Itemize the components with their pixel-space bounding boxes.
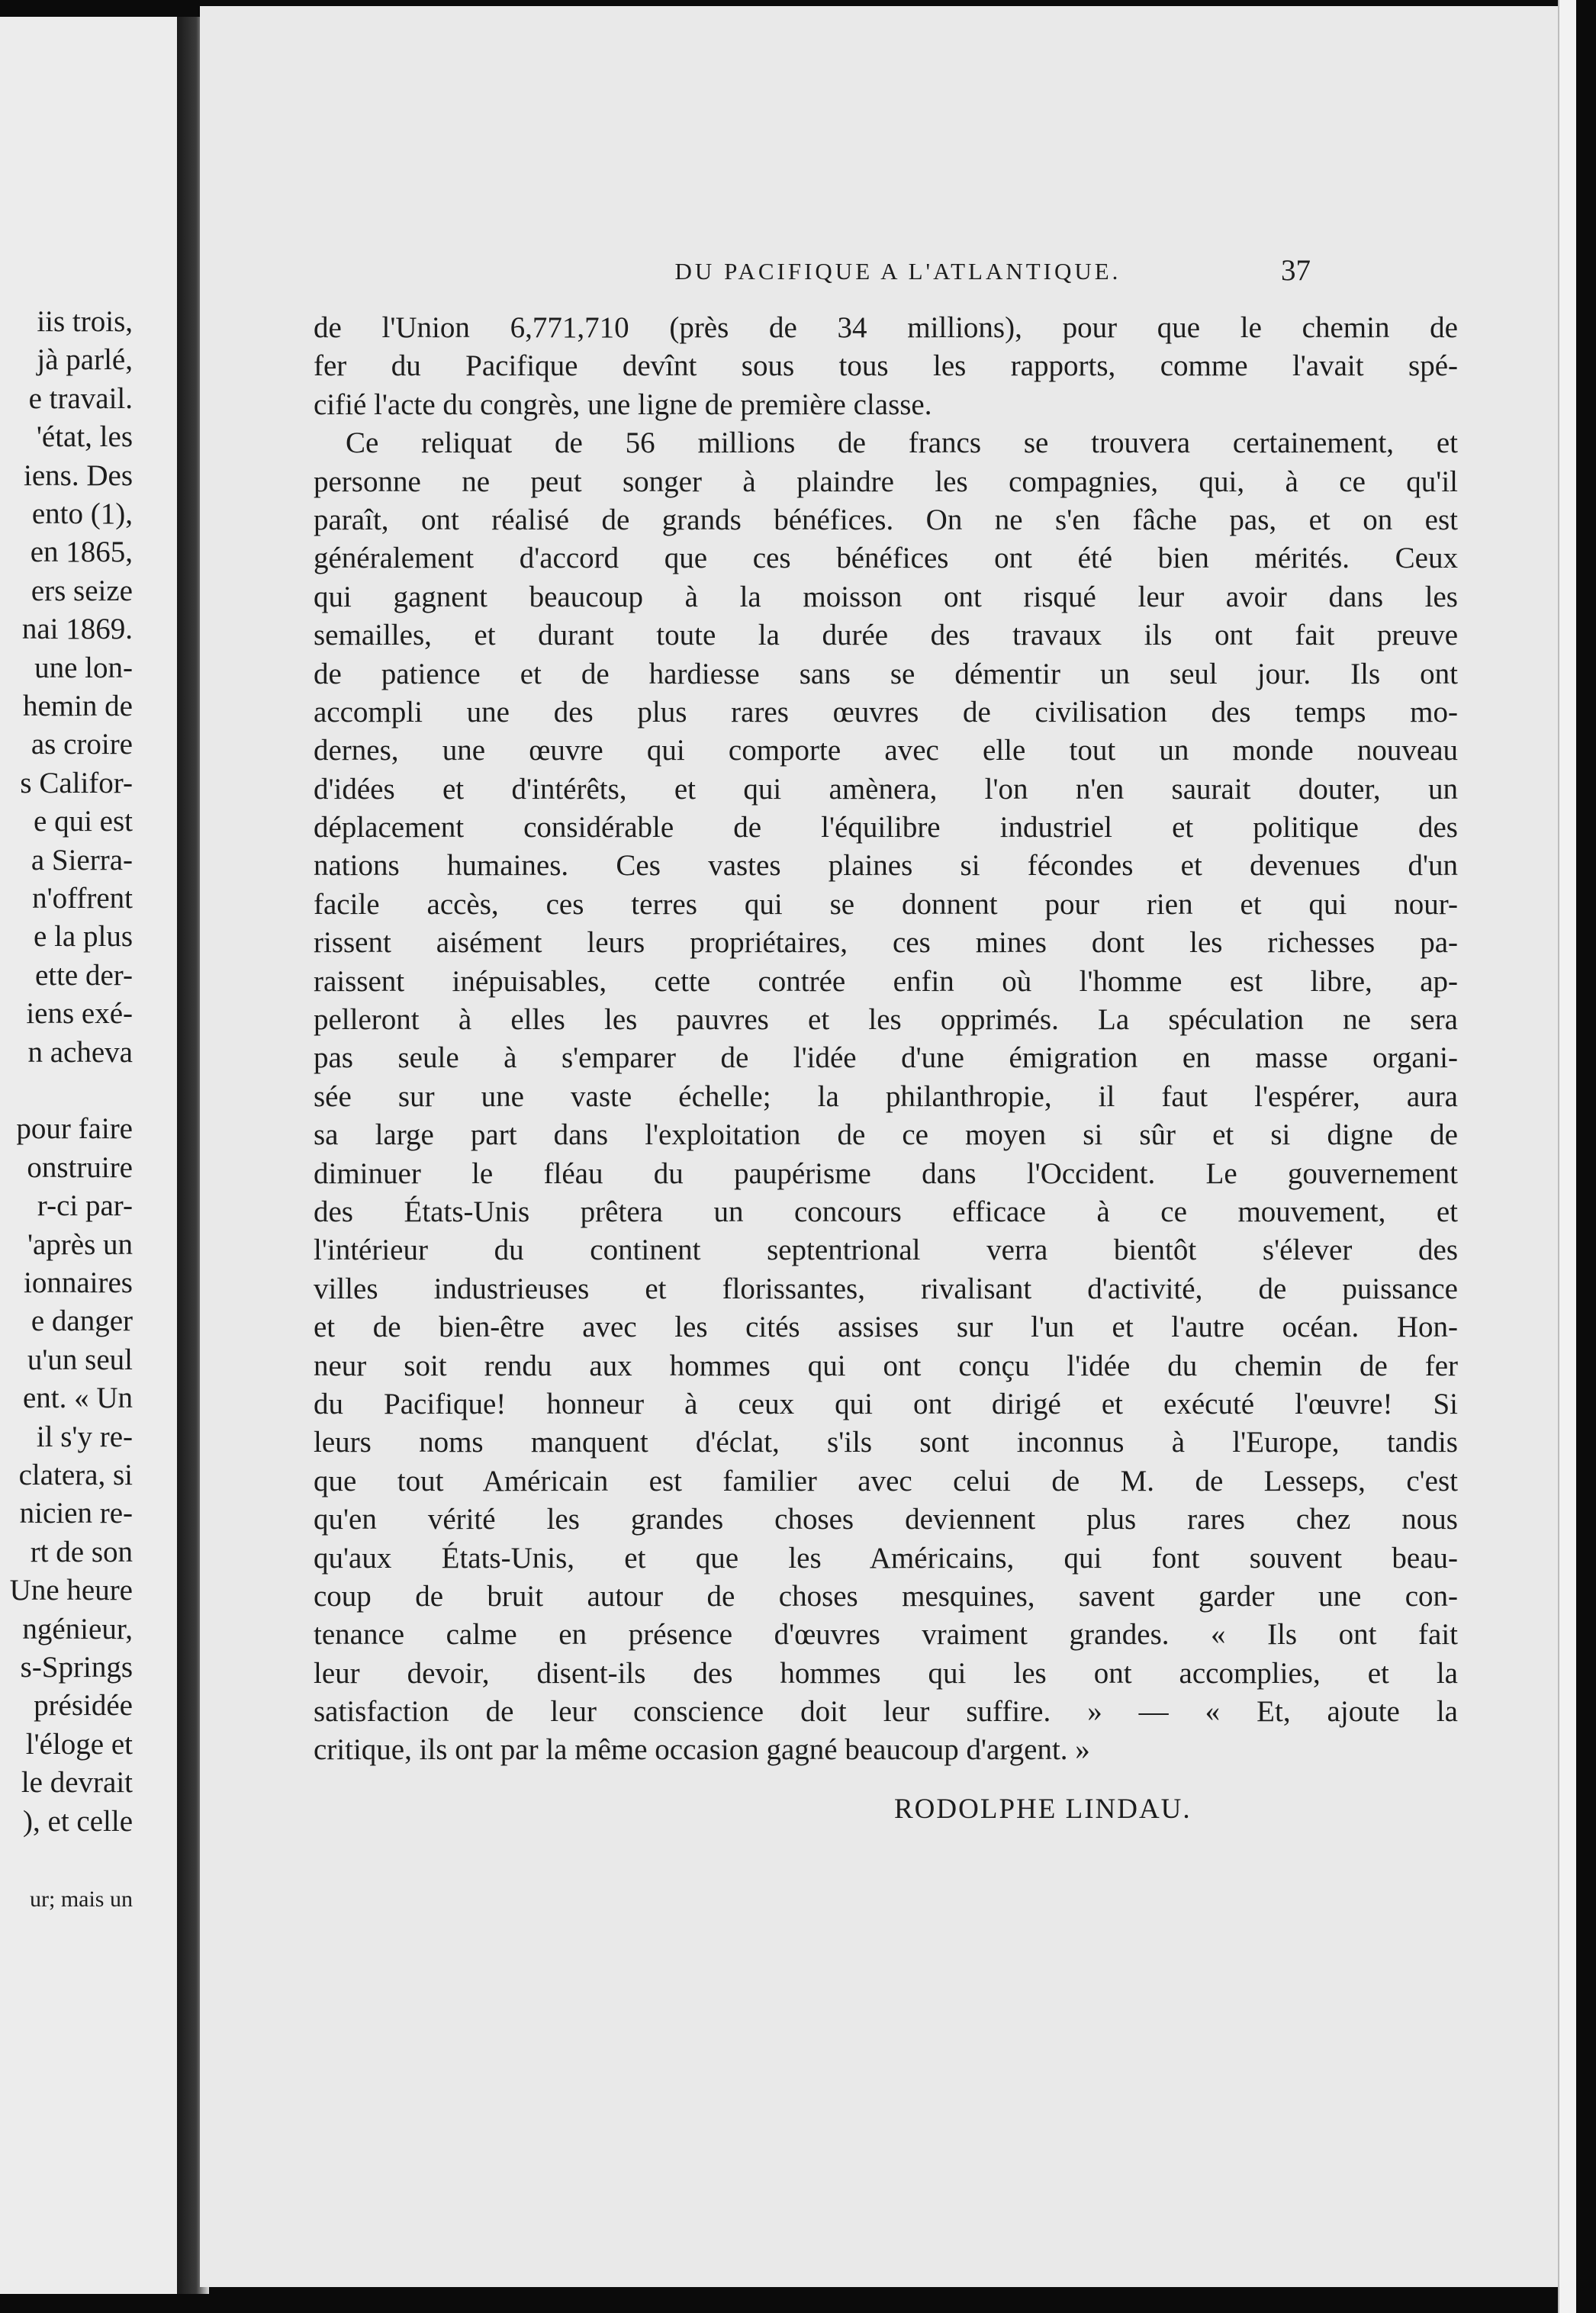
text-line: neur soit rendu aux hommes qui ont conçu l'idée du chemin de fer xyxy=(314,1349,1458,1382)
left-page-line: ers seize xyxy=(31,574,133,607)
author-signature: RODOLPHE LINDAU. xyxy=(894,1793,1192,1825)
left-page-line: ento (1), xyxy=(31,497,133,530)
left-page-line: e danger xyxy=(31,1304,133,1338)
left-page-line: ionnaires xyxy=(24,1266,133,1299)
left-page-line: e travail. xyxy=(28,381,133,415)
left-page-line: ngénieur, xyxy=(22,1612,133,1645)
left-page-line: 'après un xyxy=(27,1227,133,1261)
text-line: déplacement considérable de l'équilibre industriel et politique des xyxy=(314,811,1458,844)
text-line: des États-Unis prêtera un concours efficace à ce mouvement, et xyxy=(314,1195,1458,1228)
text-line: tenance calme en présence d'œuvres vraiment grandes. « Ils ont fait xyxy=(314,1618,1458,1652)
text-line: dernes, une œuvre qui comporte avec elle tout un monde nouveau xyxy=(314,734,1458,767)
left-page-line: s-Springs xyxy=(20,1651,133,1684)
text-line: nations humaines. Ces vastes plaines si fécondes et devenues d'un xyxy=(314,849,1458,883)
left-page-line: jà parlé, xyxy=(37,343,133,377)
text-line: cifié l'acte du congrès, une ligne de première classe. xyxy=(314,388,932,421)
left-page-line: nai 1869. xyxy=(21,613,133,646)
page-edge xyxy=(1558,0,1576,2313)
left-page-line: n acheva xyxy=(27,1035,133,1069)
left-page-footnote: ur; mais un xyxy=(30,1887,133,1912)
left-page-line: pour faire xyxy=(16,1112,133,1146)
text-line: que tout Américain est familier avec celui de M. de Lesseps, c'est xyxy=(314,1464,1458,1497)
text-line: généralement d'accord que ces bénéfices ont été bien mérités. Ceux xyxy=(314,542,1458,575)
left-page-line: l'éloge et xyxy=(25,1727,133,1761)
left-page-line: ette der- xyxy=(34,958,133,992)
right-page xyxy=(200,6,1558,2287)
text-line: de l'Union 6,771,710 (près de 34 millions), pour que le chemin de xyxy=(314,311,1458,344)
left-page-line: Une heure xyxy=(9,1574,133,1607)
text-line: leurs noms manquent d'éclat, s'ils sont inconnus à l'Europe, tandis xyxy=(314,1426,1458,1459)
text-line: semailles, et durant toute la durée des travaux ils ont fait preuve xyxy=(314,619,1458,652)
left-page-line: n'offrent xyxy=(32,882,133,915)
text-line: facile accès, ces terres qui se donnent pour rien et qui nour- xyxy=(314,887,1458,921)
left-page-line: s Califor- xyxy=(20,766,133,799)
left-page-line: as croire xyxy=(31,728,133,761)
left-page-line: e qui est xyxy=(34,805,133,838)
left-page-line: iens exé- xyxy=(26,997,133,1031)
left-page-line: en 1865, xyxy=(30,536,133,569)
text-line: l'intérieur du continent septentrional verra bientôt s'élever des xyxy=(314,1234,1458,1267)
text-line: qu'aux États-Unis, et que les Américains, qui font souvent beau- xyxy=(314,1541,1458,1575)
text-line: fer du Pacifique devînt sous tous les rapports, comme l'avait spé- xyxy=(314,349,1458,383)
body-text xyxy=(314,309,1458,1770)
text-line: de patience et de hardiesse sans se démentir un seul jour. Ils ont xyxy=(314,657,1458,690)
left-page-line: 'état, les xyxy=(36,420,133,454)
running-head: DU PACIFIQUE A L'ATLANTIQUE. xyxy=(674,258,1121,285)
text-line: coup de bruit autour de choses mesquines, savent garder une con- xyxy=(314,1579,1458,1613)
text-line: raissent inépuisables, cette contrée enfin où l'homme est libre, ap- xyxy=(314,964,1458,998)
left-page-line: onstruire xyxy=(27,1150,133,1184)
text-line: qu'en vérité les grandes choses deviennent plus rares chez nous xyxy=(314,1503,1458,1536)
text-line: rissent aisément leurs propriétaires, ces mines dont les richesses pa- xyxy=(314,926,1458,960)
text-line: d'idées et d'intérêts, et qui amènera, l'on n'en saurait douter, un xyxy=(314,772,1458,806)
left-page-line: le devrait xyxy=(21,1766,133,1800)
left-page-line: e la plus xyxy=(34,920,133,954)
text-line: satisfaction de leur conscience doit leur suffire. » — « Et, ajoute la xyxy=(314,1695,1458,1729)
text-line: sée sur une vaste échelle; la philanthropie, il faut l'espérer, aura xyxy=(314,1079,1458,1113)
text-line: Ce reliquat de 56 millions de francs se trouvera certainement, et xyxy=(346,426,1458,460)
left-page-line: il s'y re- xyxy=(36,1420,133,1453)
text-line: sa large part dans l'exploitation de ce moyen si sûr et si digne de xyxy=(314,1118,1458,1152)
text-line: critique, ils ont par la même occasion gagné beaucoup d'argent. » xyxy=(314,1733,1090,1767)
left-page-line: rt de son xyxy=(30,1535,133,1568)
page-number: 37 xyxy=(1281,254,1311,287)
left-page-line: hemin de xyxy=(22,690,133,722)
left-page xyxy=(0,17,177,2294)
text-line: leur devoir, disent-ils des hommes qui les ont accomplies, et la xyxy=(314,1656,1458,1690)
text-line: pas seule à s'emparer de l'idée d'une émigration en masse organi- xyxy=(314,1041,1458,1075)
left-page-line: u'un seul xyxy=(27,1343,133,1376)
left-page-line: une lon- xyxy=(34,651,133,684)
left-page-line: ), et celle xyxy=(23,1804,133,1838)
left-page-line: iens. Des xyxy=(24,458,133,492)
left-page-line: nicien re- xyxy=(19,1497,133,1530)
left-page-line: iis trois, xyxy=(37,305,133,338)
text-line: personne ne peut songer à plaindre les compagnies, qui, à ce qu'il xyxy=(314,465,1458,498)
text-line: accompli une des plus rares œuvres de civilisation des temps mo- xyxy=(314,695,1458,729)
text-line: diminuer le fléau du paupérisme dans l'Occident. Le gouvernement xyxy=(314,1156,1458,1190)
left-page-line: clatera, si xyxy=(18,1459,133,1491)
text-line: pelleront à elles les pauvres et les opprimés. La spéculation ne sera xyxy=(314,1003,1458,1037)
left-page-line: ent. « Un xyxy=(22,1382,133,1415)
text-line: du Pacifique! honneur à ceux qui ont dirigé et exécuté l'œuvre! Si xyxy=(314,1387,1458,1420)
text-line: villes industrieuses et florissantes, rivalisant d'activité, de puissance xyxy=(314,1272,1458,1305)
text-line: qui gagnent beaucoup à la moisson ont risqué leur avoir dans les xyxy=(314,580,1458,613)
left-page-line: a Sierra- xyxy=(31,843,133,877)
text-line: paraît, ont réalisé de grands bénéfices. On ne s'en fâche pas, et on est xyxy=(314,503,1458,536)
text-line: et de bien-être avec les cités assises sur l'un et l'autre océan. Hon- xyxy=(314,1311,1458,1344)
left-page-line: r-ci par- xyxy=(37,1189,133,1223)
left-page-line: présidée xyxy=(34,1689,133,1723)
